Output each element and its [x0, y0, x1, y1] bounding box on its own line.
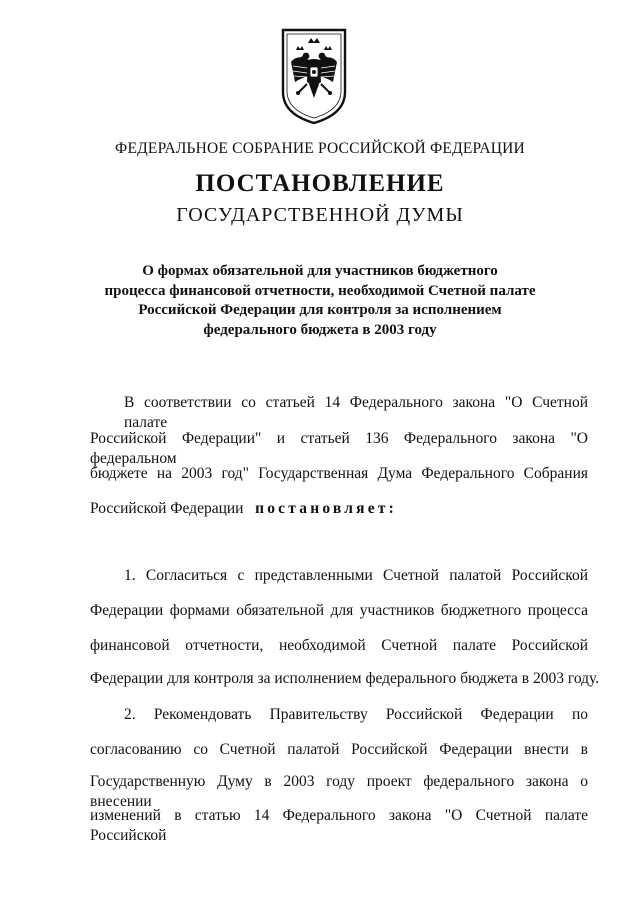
preamble-line: бюджете на 2003 год" Государственная Дума Федерального Собрания [90, 465, 588, 482]
russian-coat-of-arms-icon [279, 26, 349, 126]
document-type: ПОСТАНОВЛЕНИЕ [195, 170, 445, 197]
document-issuer: ГОСУДАРСТВЕННОЙ ДУМЫ [176, 204, 464, 226]
item-2-line: 2. Рекомендовать Правительству Российской Федерации по [124, 706, 588, 723]
organization-name: ФЕДЕРАЛЬНОЕ СОБРАНИЕ РОССИЙСКОЙ ФЕДЕРАЦИИ [115, 140, 525, 157]
document-title [90, 262, 550, 340]
item-1-line: финансовой отчетности, необходимой Счетной палате Российской [90, 637, 588, 654]
title-line: О формах обязательной для участников бюджетного [142, 263, 498, 279]
item-1-line: 1. Согласиться с представленными Счетной палатой Российской [124, 567, 588, 584]
title-line: процесса финансовой отчетности, необходимой Счетной палате [104, 282, 536, 299]
title-line: Российской Федерации для контроля за исполнением [138, 302, 502, 318]
title-line: федерального бюджета в 2003 году [203, 321, 437, 338]
item-1-line: Федерации для контроля за исполнением федерального бюджета в 2003 году. [90, 670, 600, 687]
preamble-text: Российской Федерации [90, 500, 244, 517]
preamble-line: В соответствии со статьей 14 Федерального закона "О Счетной палате [124, 394, 588, 431]
item-2-line: изменений в статью 14 Федерального закона "О Счетной палате Российской [90, 807, 588, 844]
decree-word: постановляет: [255, 500, 398, 517]
item-1-line: Федерации формами обязательной для участников бюджетного процесса [90, 602, 588, 619]
preamble-line [90, 499, 588, 519]
item-2-line: согласованию со Счетной палатой Российской Федерации внести в [90, 741, 588, 758]
preamble-line: Российской Федерации" и статьей 136 Федерального закона "О федеральном [90, 430, 588, 467]
item-2-line: Государственную Думу в 2003 году проект федерального закона о внесении [90, 773, 588, 810]
